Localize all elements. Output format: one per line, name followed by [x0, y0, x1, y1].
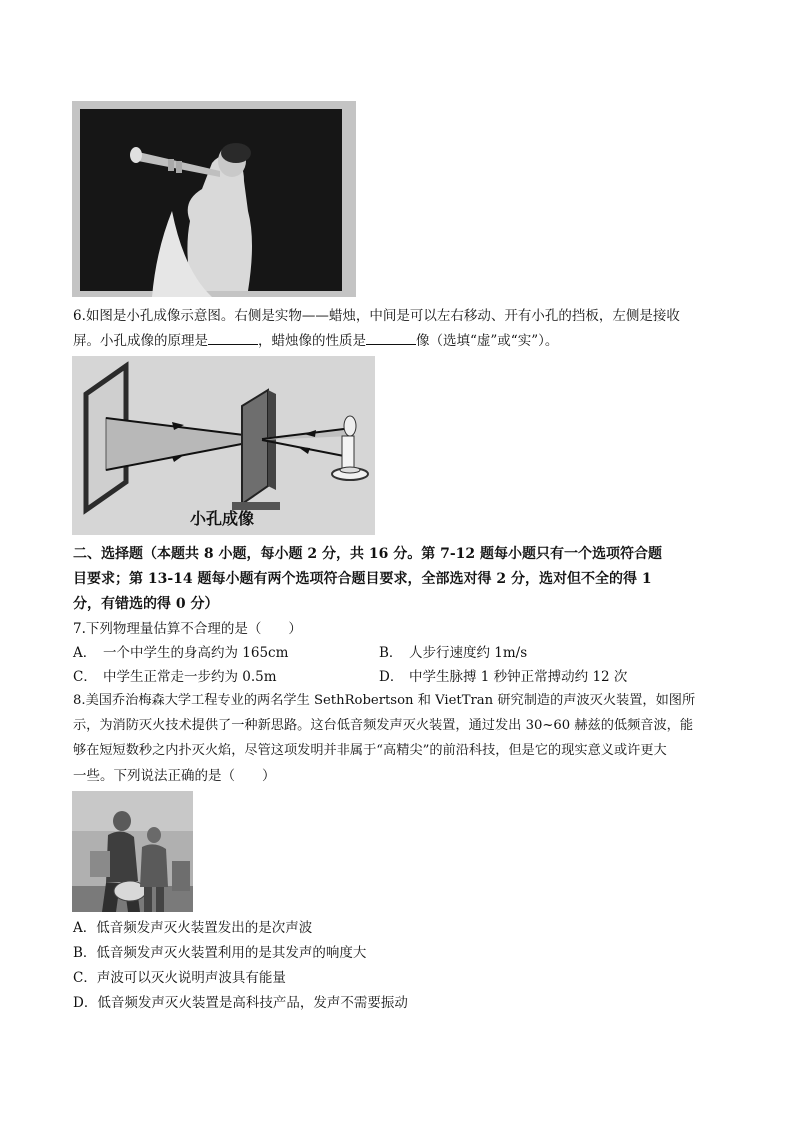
q8-line-4: 一些。下列说法正确的是（ ） — [73, 768, 276, 784]
q7-option-c-key: C． — [73, 669, 97, 685]
section2-heading-line-3: 分，有错选的得 0 分） — [73, 596, 219, 612]
q8-option-a[interactable] — [73, 918, 312, 938]
q8-option-c-key: C． — [73, 970, 97, 986]
section2-heading-line-2: 目要求；第 13-14 题每小题有两个选项符合题目要求，全部选对得 2 分，选对但不全的得 1 — [73, 571, 652, 587]
q8-option-a-text: 低音频发声灭火装置发出的是次声波 — [96, 920, 313, 936]
q7-stem: 7.下列物理量估算不合理的是（ ） — [73, 621, 302, 637]
q8-option-d[interactable] — [73, 993, 408, 1013]
q8-option-b[interactable] — [73, 943, 366, 963]
q7-option-b-text: 人步行速度约 1m/s — [409, 645, 528, 661]
trumpet-player-image — [72, 101, 356, 297]
q8-option-c[interactable] — [73, 968, 286, 988]
q7-option-a-key: A． — [73, 645, 97, 661]
section2-heading-line-1: 二、选择题（本题共 8 小题，每小题 2 分，共 16 分。第 7-12 题每小题只有一个选项符合题 — [73, 546, 662, 562]
q8-line-1: 8.美国乔治梅森大学工程专业的两名学生 SethRobertson 和 VietTran 研究制造的声波灭火装置，如图所 — [73, 693, 696, 708]
q6-answer-blank-2[interactable] — [366, 330, 416, 345]
q6-blank-2-prefix: ，蜡烛像的性质是 — [258, 333, 366, 349]
q8-option-b-text: 低音频发声灭火装置利用的是其发声的响度大 — [96, 945, 367, 961]
q8-option-b-key: B． — [73, 945, 97, 961]
q7-option-d-text: 中学生脉搏 1 秒钟正常搏动约 12 次 — [409, 669, 628, 685]
pinhole-imaging-figure — [72, 356, 375, 535]
q7-option-a-text: 一个中学生的身高约为 165cm — [103, 645, 289, 661]
q7-option-d[interactable] — [379, 667, 627, 687]
q7-option-b-key: B． — [379, 645, 403, 661]
q8-option-c-text: 声波可以灭火说明声波具有能量 — [96, 970, 286, 986]
q6-blank-2-suffix: 像（选填“虚”或“实”）。 — [416, 333, 559, 349]
q8-option-d-text: 低音频发声灭火装置是高科技产品，发声不需要振动 — [97, 995, 408, 1011]
q7-option-b[interactable] — [379, 643, 527, 663]
q8-line-3: 够在短短数秒之内扑灭火焰，尽管这项发明并非属于“高精尖”的前沿科技，但是它的现实意义或许更大 — [73, 743, 667, 758]
sonic-extinguisher-image — [72, 791, 193, 912]
q8-line-2: 示，为消防灭火技术提供了一种新思路。这台低音频发声灭火装置，通过发出 30~60 赫兹的低频音波，能 — [73, 718, 694, 733]
q7-option-d-key: D． — [379, 669, 404, 685]
q6-line-2 — [73, 330, 558, 351]
q8-option-d-key: D． — [73, 995, 98, 1011]
sonic-extinguisher-photo — [72, 791, 193, 912]
q7-option-a[interactable] — [73, 643, 288, 663]
q6-blank-1-prefix: 屏。小孔成像的原理是 — [73, 333, 208, 349]
q7-option-c-text: 中学生正常走一步约为 0.5m — [103, 669, 277, 685]
q8-option-a-key: A． — [73, 920, 97, 936]
q6-line-1: 6.如图是小孔成像示意图。右侧是实物——蜡烛，中间是可以左右移动、开有小孔的挡板，左侧是接收 — [73, 308, 680, 324]
q6-answer-blank-1[interactable] — [208, 330, 258, 345]
pinhole-figure-caption: 小孔成像 — [190, 509, 255, 528]
q7-option-c[interactable] — [73, 667, 277, 687]
trumpet-player-photo — [72, 101, 356, 297]
